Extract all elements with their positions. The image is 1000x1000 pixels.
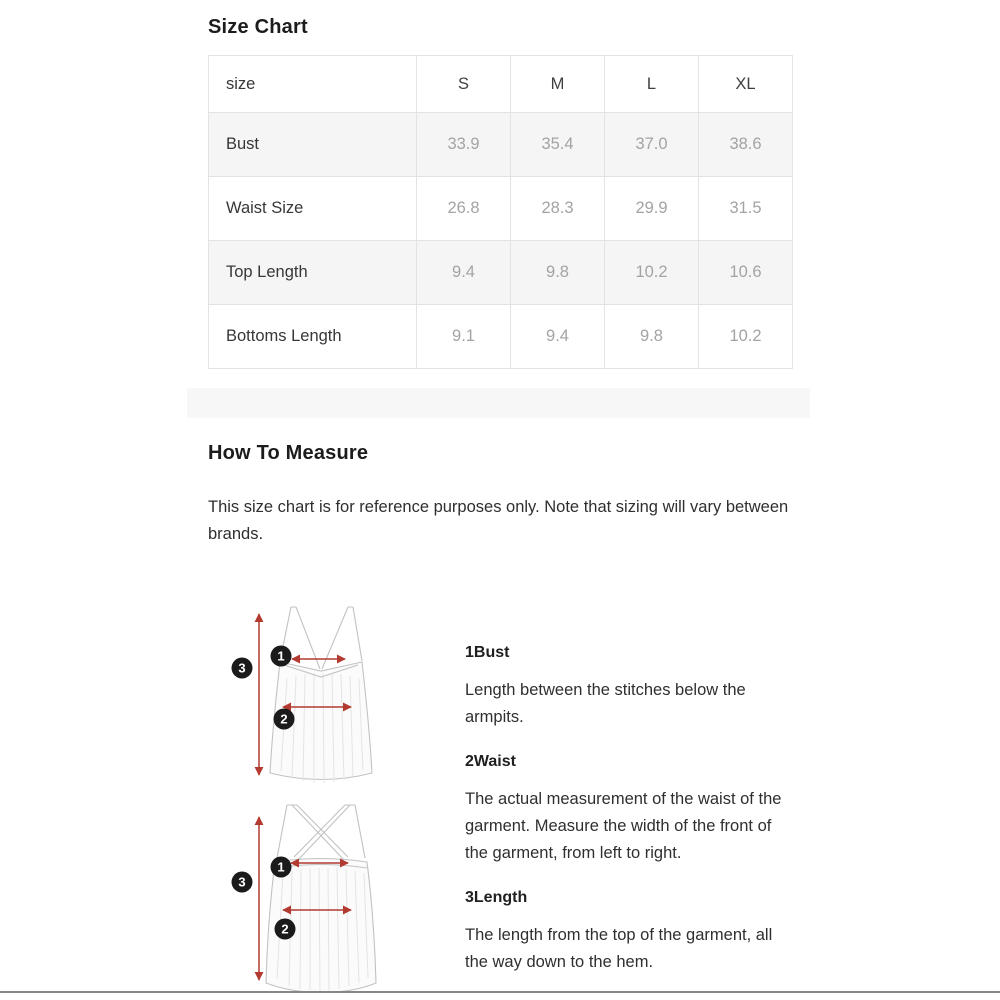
cell-bust-s: 33.9 xyxy=(417,113,511,177)
marker-2-number: 2 xyxy=(280,711,288,727)
table-row-top-length xyxy=(209,241,793,305)
cell-bust-l: 37.0 xyxy=(605,113,699,177)
measure-item-length xyxy=(465,889,795,976)
marker-1-number: 1 xyxy=(277,859,285,875)
cell-top-length-xl: 10.6 xyxy=(699,241,793,305)
marker-3-number: 3 xyxy=(238,874,246,890)
cell-top-length-s: 9.4 xyxy=(417,241,511,305)
size-chart-table xyxy=(208,55,793,369)
table-row-bust xyxy=(209,113,793,177)
marker-2-number: 2 xyxy=(281,921,289,937)
measure-item-length-heading: 3Length xyxy=(465,889,528,906)
header-cell-xl: XL xyxy=(699,56,793,113)
measure-item-bust xyxy=(465,644,795,731)
measure-item-bust-heading: 1Bust xyxy=(465,644,510,661)
measure-item-length-description: The length from the top of the garment, all the way down to the hem. xyxy=(465,926,773,971)
row-label-bust: Bust xyxy=(209,113,417,177)
measure-item-waist-heading: 2Waist xyxy=(465,753,516,770)
row-label-bottoms-length: Bottoms Length xyxy=(209,305,417,369)
header-cell-m: M xyxy=(511,56,605,113)
marker-3-number: 3 xyxy=(238,660,246,676)
cell-top-length-m: 9.8 xyxy=(511,241,605,305)
cell-waist-xl: 31.5 xyxy=(699,177,793,241)
garment-back-diagram-icon xyxy=(225,797,430,997)
header-cell-s: S xyxy=(417,56,511,113)
cell-waist-l: 29.9 xyxy=(605,177,699,241)
row-label-waist-size: Waist Size xyxy=(209,177,417,241)
size-chart-title: Size Chart xyxy=(208,16,308,38)
cell-bottoms-length-l: 9.8 xyxy=(605,305,699,369)
header-cell-l: L xyxy=(605,56,699,113)
reference-note: This size chart is for reference purposes only. Note that sizing will vary between brands. xyxy=(208,498,789,543)
header-cell-size: size xyxy=(209,56,417,113)
measure-item-bust-description: Length between the stitches below the armpits. xyxy=(465,681,746,726)
cell-bottoms-length-s: 9.1 xyxy=(417,305,511,369)
marker-1-number: 1 xyxy=(277,648,285,664)
how-to-measure-title: How To Measure xyxy=(208,442,369,464)
garment-front-sketch xyxy=(270,607,372,783)
bottom-mask xyxy=(0,993,1000,1000)
table-header-row xyxy=(209,56,793,113)
measure-item-waist-description: The actual measurement of the waist of the garment. Measure the width of the front of the garment, from left to right. xyxy=(465,790,782,862)
garment-back-sketch xyxy=(266,805,376,992)
section-divider-band xyxy=(187,388,810,418)
row-label-top-length: Top Length xyxy=(209,241,417,305)
table-row-waist-size xyxy=(209,177,793,241)
measure-item-waist xyxy=(465,753,795,867)
cell-bust-m: 35.4 xyxy=(511,113,605,177)
cell-bust-xl: 38.6 xyxy=(699,113,793,177)
cell-top-length-l: 10.2 xyxy=(605,241,699,305)
cell-waist-s: 26.8 xyxy=(417,177,511,241)
cell-bottoms-length-m: 9.4 xyxy=(511,305,605,369)
cell-bottoms-length-xl: 10.2 xyxy=(699,305,793,369)
garment-front-diagram-icon xyxy=(225,593,430,793)
cell-waist-m: 28.3 xyxy=(511,177,605,241)
table-row-bottoms-length xyxy=(209,305,793,369)
